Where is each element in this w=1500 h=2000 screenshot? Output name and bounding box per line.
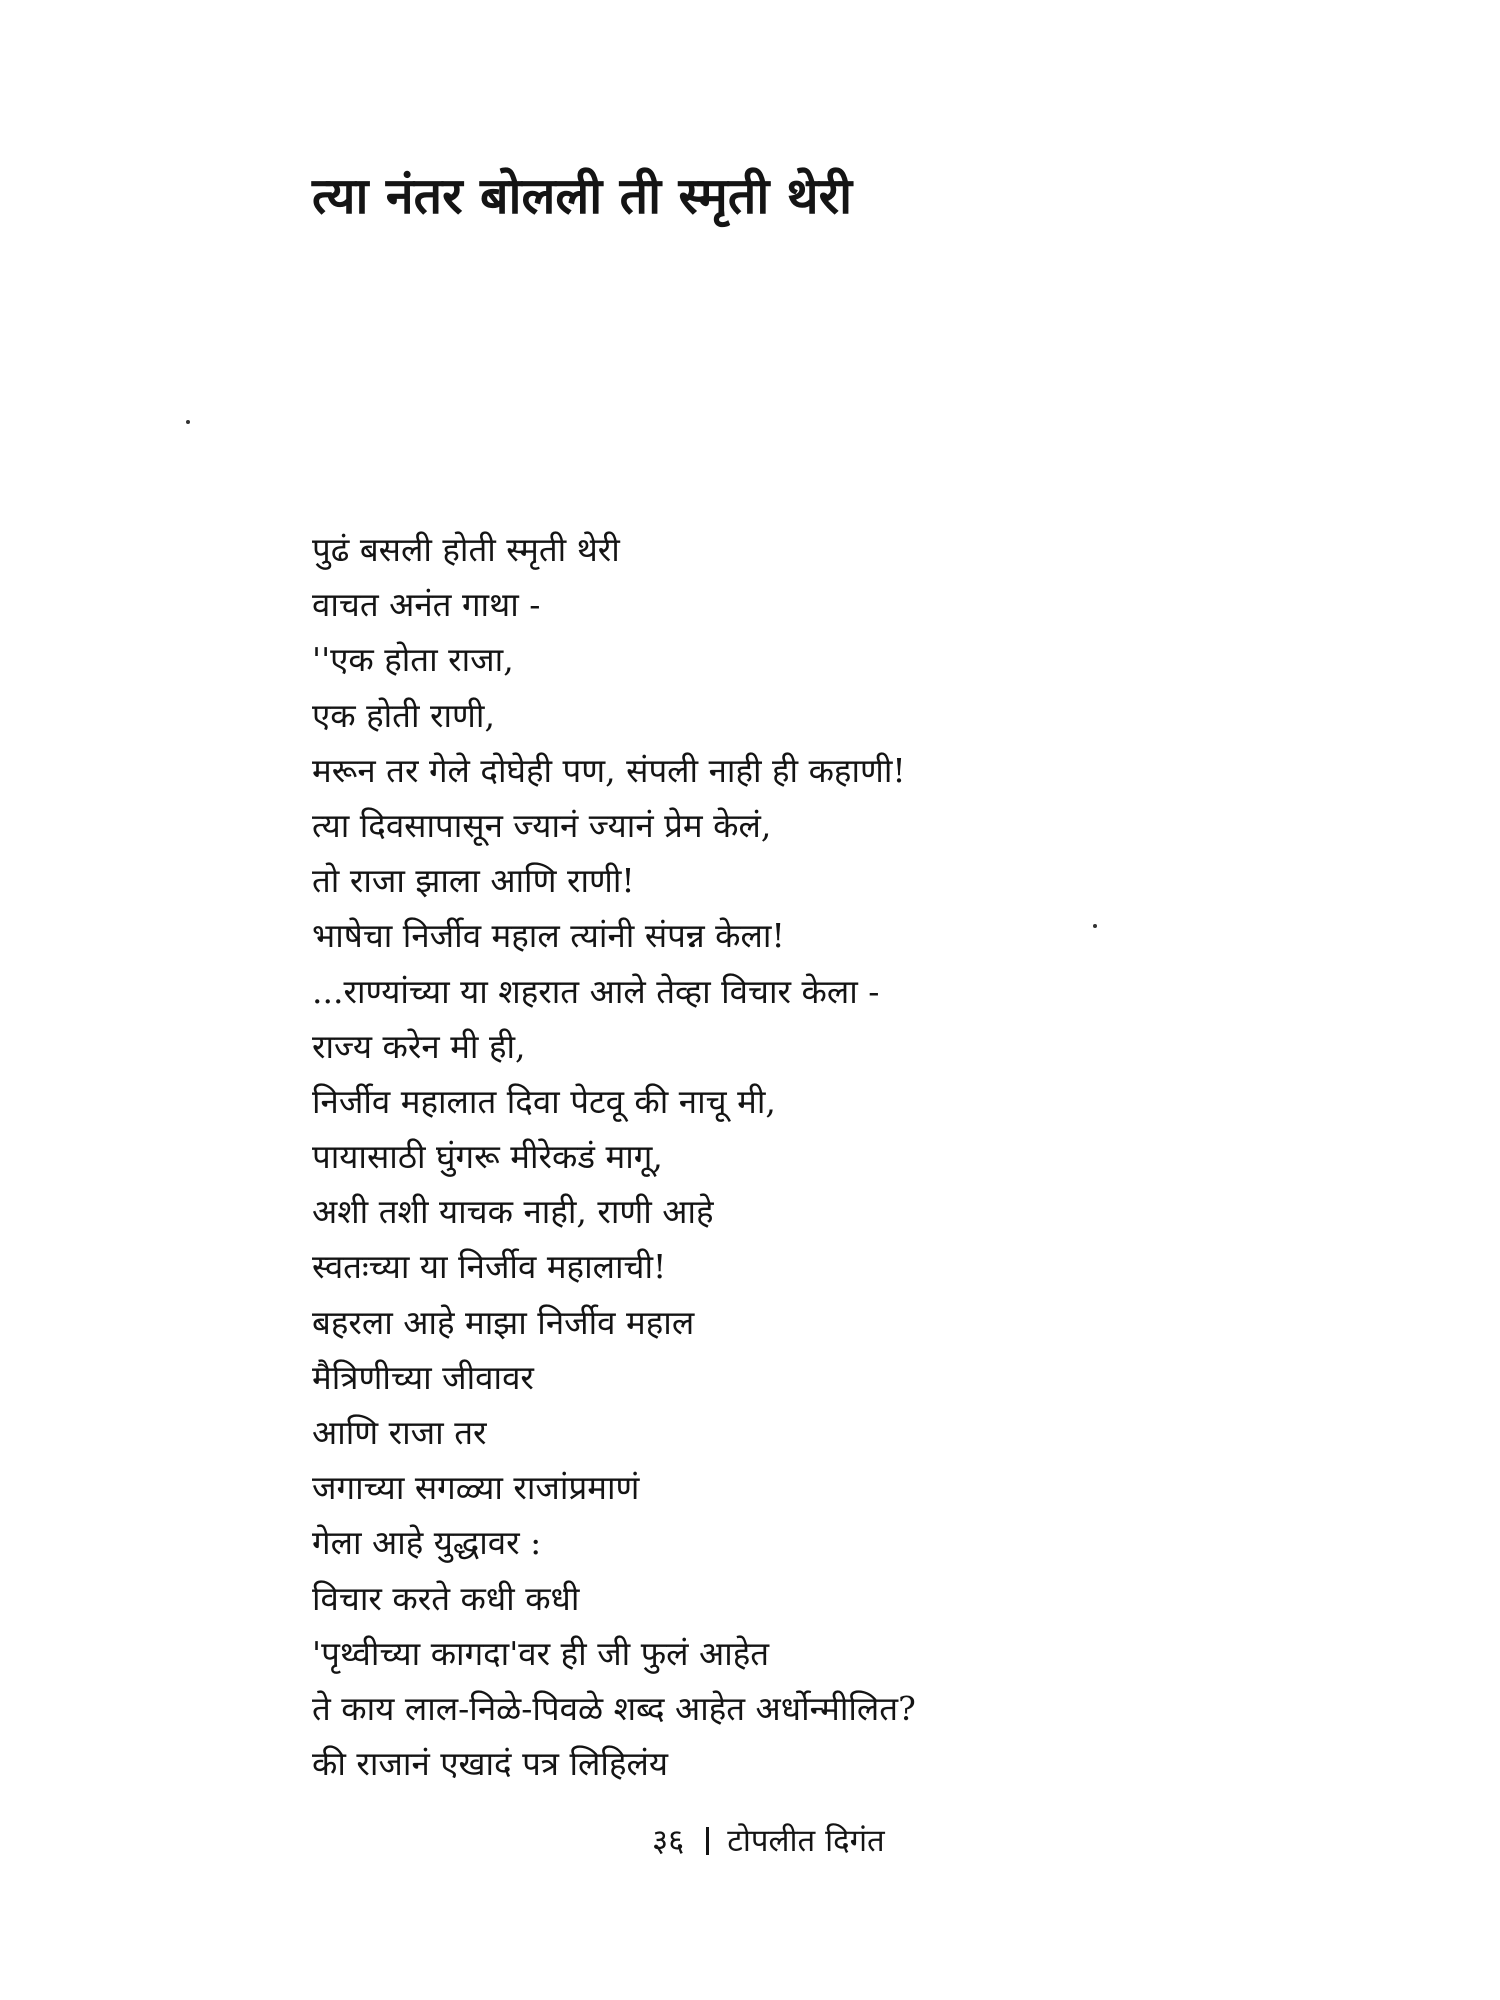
poem-line: निर्जीव महालात दिवा पेटवू की नाचू मी, [312,1081,776,1121]
poem-line: आणि राजा तर [312,1413,487,1452]
book-title: टोपलीत दिगंत [727,1823,885,1859]
poem-line: अशी तशी याचक नाही, राणी आहे [312,1192,714,1232]
page-number: ३६ [652,1823,685,1859]
poem-line: त्या दिवसापासून ज्यानं ज्यानं प्रेम केलं, [312,805,772,845]
poem-line: गेला आहे युद्धावर : [312,1523,542,1563]
poem-line: भाषेचा निर्जीव महाल त्यांनी संपन्न केला! [312,916,785,956]
poem-line: तो राजा झाला आणि राणी! [312,861,635,901]
poem-line: की राजानं एखादं पत्र लिहिलंय [312,1744,669,1784]
poem-line: स्वतःच्या या निर्जीव महालाची! [312,1247,667,1287]
poem-line: पुढं बसली होती स्मृती थेरी [312,530,620,569]
poem-line: मरून तर गेले दोघेही पण, संपली नाही ही कहाणी! [312,750,906,790]
poem-title: त्या नंतर बोलली ती स्मृती थेरी [312,166,853,225]
poem-line: मैत्रिणीच्या जीवावर [312,1357,534,1397]
poem-line: राज्य करेन मी ही, [312,1026,526,1066]
poem-line: ते काय लाल-निळे-पिवळे शब्द आहेत अर्धोन्मीलित? [312,1688,916,1728]
page-footer [652,1823,885,1860]
footer-separator [706,1827,709,1855]
poem-body [312,522,916,1791]
poem-line: पायासाठी घुंगरू मीरेकडं मागू, [312,1137,663,1177]
poem-line: ...राण्यांच्या या शहरात आले तेव्हा विचार केला - [312,971,880,1011]
poem-line: वाचत अनंत गाथा - [312,585,541,625]
poem-line: ''एक होता राजा, [312,640,514,680]
poem-line: जगाच्या सगळ्या राजांप्रमाणं [312,1468,640,1508]
poem-line: बहरला आहे माझा निर्जीव महाल [312,1302,695,1342]
scan-speck [186,420,190,424]
scan-speck [1093,924,1097,928]
poem-line: विचार करते कधी कधी [312,1578,580,1618]
poem-line: 'पृथ्वीच्या कागदा'वर ही जी फुलं आहेत [312,1633,770,1673]
poem-line: एक होती राणी, [312,695,495,735]
